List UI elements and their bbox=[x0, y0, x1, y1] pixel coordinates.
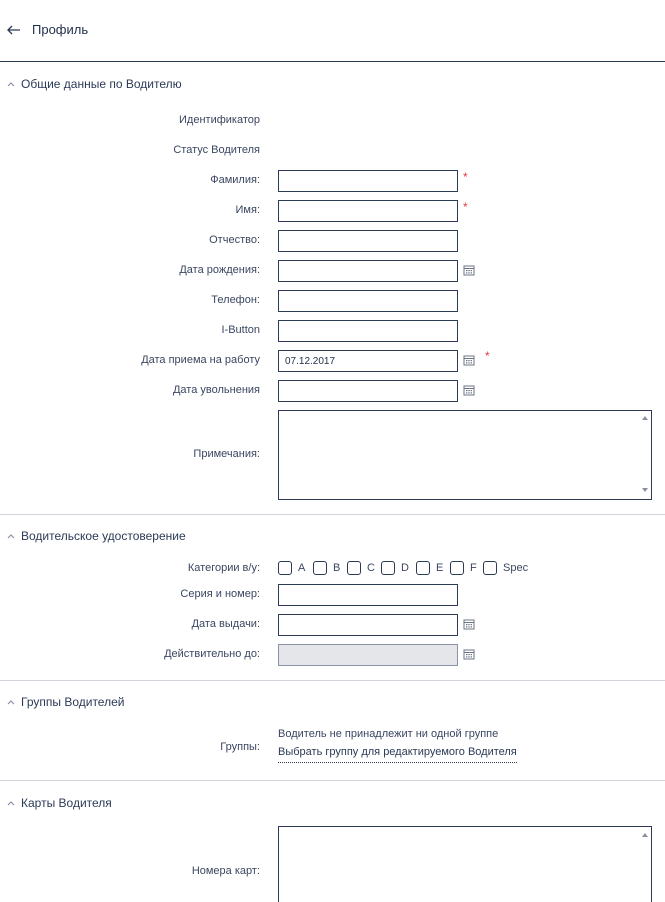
section-license-header[interactable] bbox=[0, 528, 665, 546]
firstname-input[interactable] bbox=[278, 200, 458, 222]
section-divider bbox=[0, 514, 665, 515]
notes-label: Примечания: bbox=[193, 448, 260, 460]
issue-date-input[interactable] bbox=[278, 614, 458, 636]
issue-date-label: Дата выдачи: bbox=[191, 618, 260, 630]
arrow-left-icon[interactable] bbox=[6, 22, 22, 38]
calendar-icon[interactable] bbox=[463, 354, 475, 366]
section-groups-header[interactable] bbox=[0, 694, 665, 712]
page-header bbox=[0, 0, 665, 62]
identifier-label: Идентификатор bbox=[179, 114, 260, 126]
groups-label: Группы: bbox=[220, 741, 260, 753]
checkbox-icon[interactable] bbox=[450, 561, 464, 575]
calendar-icon[interactable] bbox=[463, 384, 475, 396]
firstname-label: Имя: bbox=[235, 204, 260, 216]
section-license-title: Водительское удостоверение bbox=[21, 529, 186, 543]
series-input[interactable] bbox=[278, 584, 458, 606]
status-label: Статус Водителя bbox=[173, 144, 260, 156]
checkbox-icon[interactable] bbox=[483, 561, 497, 575]
valid-until-label: Действительно до: bbox=[164, 648, 260, 660]
birthdate-label: Дата рождения: bbox=[179, 264, 260, 276]
lastname-label: Фамилия: bbox=[210, 174, 260, 186]
ibutton-label: I-Button bbox=[221, 324, 260, 336]
category-checkbox-spec[interactable]: Spec bbox=[483, 560, 528, 576]
checkbox-icon[interactable] bbox=[416, 561, 430, 575]
section-general-header[interactable] bbox=[0, 76, 665, 94]
chevron-up-icon[interactable] bbox=[6, 697, 16, 707]
required-mark: * bbox=[463, 200, 468, 214]
calendar-icon[interactable] bbox=[463, 264, 475, 276]
calendar-icon[interactable] bbox=[463, 648, 475, 660]
phone-input[interactable] bbox=[278, 290, 458, 312]
scroll-up-icon[interactable] bbox=[642, 833, 648, 837]
card-numbers-textarea[interactable] bbox=[278, 826, 652, 902]
notes-textarea[interactable] bbox=[278, 410, 652, 500]
dismissal-date-label: Дата увольнения bbox=[172, 384, 260, 396]
section-general-title: Общие данные по Водителю bbox=[21, 77, 182, 91]
required-mark: * bbox=[463, 170, 468, 184]
category-checkbox-e[interactable]: E bbox=[416, 560, 443, 576]
category-checkbox-a[interactable]: A bbox=[278, 560, 305, 576]
birthdate-input[interactable] bbox=[278, 260, 458, 282]
no-groups-text: Водитель не принадлежит ни одной группе bbox=[278, 728, 499, 740]
section-divider bbox=[0, 680, 665, 681]
card-numbers-label: Номера карт: bbox=[191, 865, 260, 877]
section-divider bbox=[0, 780, 665, 781]
category-checkbox-b[interactable]: B bbox=[313, 560, 340, 576]
series-label: Серия и номер: bbox=[180, 588, 260, 600]
lastname-input[interactable] bbox=[278, 170, 458, 192]
chevron-up-icon[interactable] bbox=[6, 79, 16, 89]
calendar-icon[interactable] bbox=[463, 618, 475, 630]
section-groups-title: Группы Водителей bbox=[21, 695, 125, 709]
checkbox-icon[interactable] bbox=[381, 561, 395, 575]
section-cards-header[interactable] bbox=[0, 795, 665, 813]
category-checkbox-c[interactable]: C bbox=[347, 560, 375, 576]
required-mark: * bbox=[485, 349, 490, 363]
categories-label: Категории в/у: bbox=[187, 562, 260, 574]
checkbox-icon[interactable] bbox=[347, 561, 361, 575]
category-checkbox-d[interactable]: D bbox=[381, 560, 409, 576]
valid-until-input bbox=[278, 644, 458, 666]
section-cards-title: Карты Водителя bbox=[21, 796, 112, 810]
chevron-up-icon[interactable] bbox=[6, 531, 16, 541]
phone-label: Телефон: bbox=[211, 294, 260, 306]
select-group-link[interactable]: Выбрать группу для редактируемого Водителя bbox=[278, 746, 517, 763]
checkbox-icon[interactable] bbox=[278, 561, 292, 575]
chevron-up-icon[interactable] bbox=[6, 798, 16, 808]
hire-date-input[interactable] bbox=[278, 350, 458, 372]
ibutton-input[interactable] bbox=[278, 320, 458, 342]
hire-date-label: Дата приема на работу bbox=[141, 354, 260, 366]
patronymic-input[interactable] bbox=[278, 230, 458, 252]
category-checkbox-f[interactable]: F bbox=[450, 560, 477, 576]
page-title: Профиль bbox=[32, 22, 89, 37]
checkbox-icon[interactable] bbox=[313, 561, 327, 575]
dismissal-date-input[interactable] bbox=[278, 380, 458, 402]
scroll-down-icon[interactable] bbox=[642, 488, 648, 492]
patronymic-label: Отчество: bbox=[209, 234, 260, 246]
scroll-up-icon[interactable] bbox=[642, 416, 648, 420]
